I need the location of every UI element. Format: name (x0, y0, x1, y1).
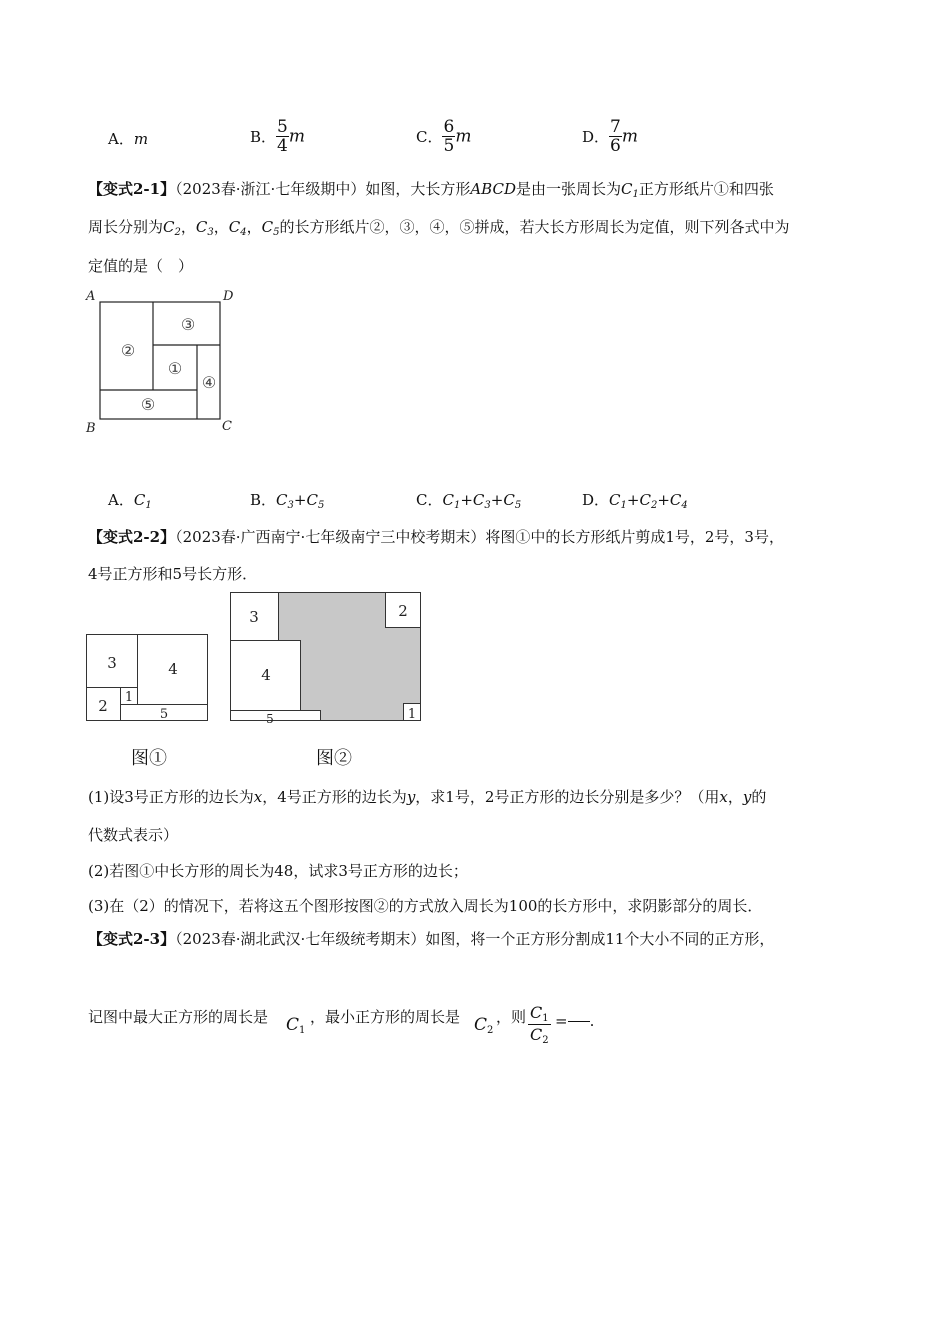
v23-line-2: 记图中最大正方形的周长是 (88, 1008, 269, 1026)
figure-1-caption: 图① (131, 748, 167, 769)
svg-text:2: 2 (398, 602, 408, 620)
problem-source: （2023春·广西南宁·七年级南宁三中校考期末） (175, 528, 486, 546)
fraction: $\frac{5}{4}$ (277, 117, 288, 156)
v23-line-2-then: ，则 (496, 1008, 527, 1026)
fraction: $\frac{7}{6}$ (610, 117, 621, 156)
v22-part-1-line-1: (1)设3号正方形的边长为x，4号正方形的边长为y，求1号，2号正方形的边长分别是多少？（用x，y的 (88, 788, 767, 806)
c1-symbol: $C_1$ (286, 1015, 306, 1036)
option-letter: B． (250, 128, 277, 146)
piece-1-label: ① (167, 359, 183, 378)
option-c (416, 118, 471, 155)
v21-figure (80, 284, 250, 440)
v22-part-2: (2)若图①中长方形的周长为48，试求3号正方形的边长； (88, 862, 468, 880)
v22-figure-2 (230, 592, 424, 724)
v21-line-2: 周长分别为$C_2$，$C_3$，$C_4$，$C_5$的长方形纸片②，③，④，⑤拼成，若大长方形周长为定值，则下列各式中为 (88, 218, 790, 238)
v22-part-3: (3)在（2）的情况下，若将这五个图形按图②的方式放入周长为100的长方形中，求阴影部分的周长． (88, 897, 763, 915)
v21-line-3: 定值的是（ ） (88, 257, 194, 275)
v21-line-1: 【变式2-1】（2023春·浙江·七年级期中）如图，大长方形ABCD是由一张周长为$C_1$正方形纸片①和四张 (88, 180, 774, 200)
option-letter: C． (416, 128, 443, 146)
option-value: m (133, 130, 149, 148)
vertex-b-label: B (86, 421, 96, 436)
problem-source: （2023春·湖北武汉·七年级统考期末） (175, 930, 426, 948)
option-d (582, 118, 638, 155)
problem-tag: 【变式2-1】 (88, 180, 176, 198)
piece-3-label: ③ (180, 315, 196, 334)
vertex-d-label: D (223, 289, 234, 304)
v22-part-1-line-2: 代数式表示） (88, 826, 179, 844)
problem-tag: 【变式2-2】 (88, 528, 176, 546)
option-variable: m (288, 126, 305, 147)
ratio-fraction: $C_1$ $C_2$ (530, 1003, 549, 1046)
piece-5-label: ⑤ (140, 395, 156, 414)
option-variable: m (621, 126, 638, 147)
v23-line-1: 【变式2-3】（2023春·湖北武汉·七年级统考期末）如图，将一个正方形分割成11个大小不同的正方形， (88, 930, 775, 948)
fraction: $\frac{6}{5}$ (443, 117, 455, 156)
v22-line-1: 【变式2-2】（2023春·广西南宁·七年级南宁三中校考期末）将图①中的长方形纸片剪成1号，2号，3号， (88, 528, 784, 546)
svg-text:4: 4 (168, 660, 178, 678)
svg-text:3: 3 (107, 654, 117, 672)
option-variable: m (455, 126, 472, 147)
v21-option-a: A．$C_1$ (108, 491, 152, 511)
piece-2-label: ② (120, 341, 136, 360)
svg-text:5: 5 (266, 712, 274, 724)
problem-source: （2023春·浙江·七年级期中） (175, 180, 366, 198)
svg-text:4: 4 (261, 666, 271, 684)
v22-figure-1 (86, 634, 210, 724)
svg-text:3: 3 (249, 608, 259, 626)
answer-blank: = . (555, 1012, 595, 1030)
v23-line-2-mid: ，最小正方形的周长是 (310, 1008, 461, 1026)
problem-tag: 【变式2-3】 (88, 930, 176, 948)
option-letter: D． (582, 128, 610, 146)
option-a (108, 128, 148, 149)
option-b (250, 118, 305, 155)
svg-text:5: 5 (159, 707, 169, 722)
v21-option-c: C．$C_1+C_3+C_5$ (416, 491, 522, 511)
svg-text:1: 1 (124, 690, 134, 705)
piece-4-label: ④ (201, 373, 217, 392)
v22-line-2: 4号正方形和5号长方形． (88, 565, 258, 583)
v21-option-b: B．$C_3+C_5$ (250, 491, 325, 511)
outer-rectangle-abcd (100, 302, 220, 419)
v21-option-d: D．$C_1+C_2+C_4$ (582, 491, 688, 511)
figure-2-caption: 图② (316, 748, 352, 769)
vertex-c-label: C (222, 419, 232, 434)
rect-5 (231, 711, 321, 721)
svg-text:2: 2 (98, 697, 108, 715)
option-letter: A． (108, 130, 134, 148)
svg-text:1: 1 (407, 707, 417, 722)
c2-symbol: $C_2$ (474, 1015, 494, 1036)
vertex-a-label: A (86, 289, 96, 304)
